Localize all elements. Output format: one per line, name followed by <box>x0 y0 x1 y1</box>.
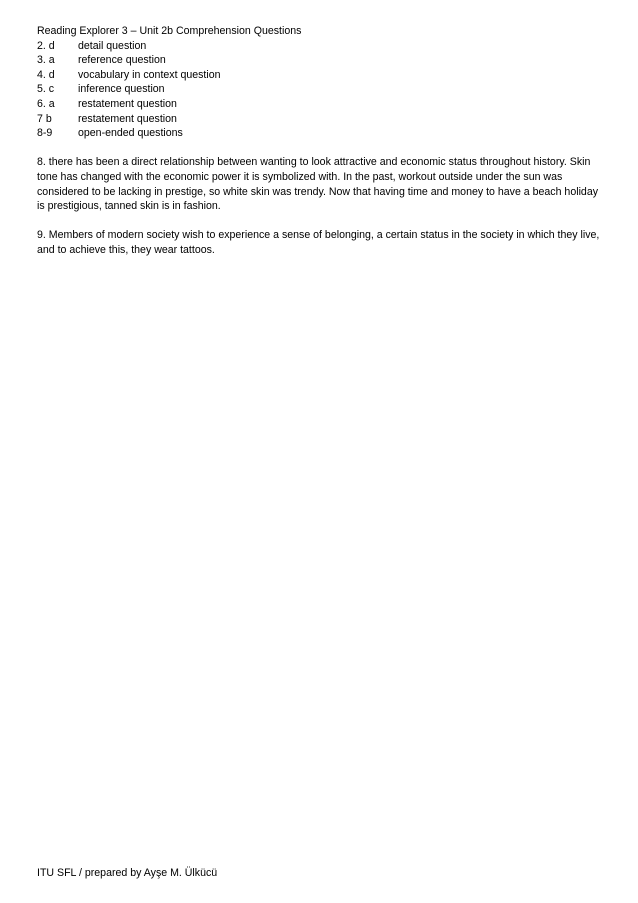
answer-row <box>37 53 602 68</box>
question-type: detail question <box>78 39 147 52</box>
answer-number: 8-9 <box>37 127 53 140</box>
document-title: Reading Explorer 3 – Unit 2b Comprehension Questions <box>37 25 302 37</box>
answer-row <box>37 97 602 112</box>
answer-number: 3. a <box>37 54 55 67</box>
question-type: vocabulary in context question <box>78 68 221 81</box>
answer-paragraph-9: 9. Members of modern society wish to experience a sense of belonging, a certain status in the society in which they live, and to achieve this, they wear tattoos. <box>37 229 600 256</box>
answer-row <box>37 112 602 127</box>
answer-row <box>37 68 602 83</box>
document-body <box>37 24 602 258</box>
answer-paragraph-8: 8. there has been a direct relationship between wanting to look attractive and economic status throughout history. Skin tone has changed with the economic power it is symbolized with. In the past, workout outside under the sun was considered to be lacking in prestige, so white skin was trendy. Now that having time and money to have a beach holiday is prestigious, tanned skin is in fashion. <box>37 156 599 213</box>
question-type: inference question <box>78 83 165 96</box>
question-type: restatement question <box>78 112 177 125</box>
answer-number: 7 b <box>37 112 52 125</box>
answer-number: 5. c <box>37 83 55 96</box>
answer-key-list <box>37 39 602 141</box>
answer-number: 2. d <box>37 39 55 52</box>
question-type: restatement question <box>78 97 177 110</box>
page-footer: ITU SFL / prepared by Ayşe M. Ülkücü <box>37 867 218 879</box>
question-type: open-ended questions <box>78 127 183 140</box>
answer-number: 4. d <box>37 68 55 81</box>
answer-row <box>37 39 602 54</box>
question-type: reference question <box>78 54 166 67</box>
answer-row <box>37 126 602 141</box>
answer-row <box>37 82 602 97</box>
answer-number: 6. a <box>37 97 55 110</box>
